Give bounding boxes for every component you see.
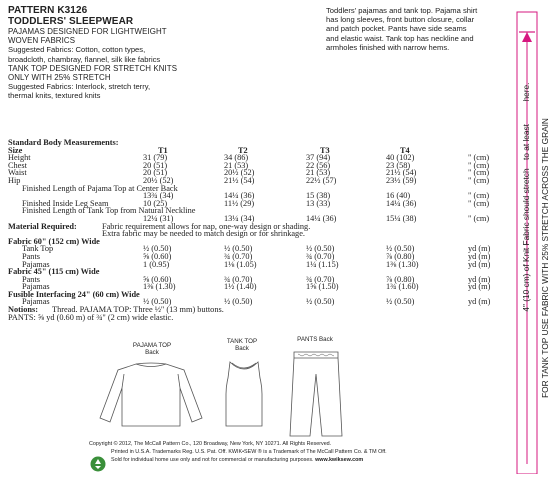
row-label: Finished Length of Pajama Top at Center Back xyxy=(22,183,178,193)
size-value-t2: ¾ (0.70) xyxy=(224,251,253,261)
fabric-width-heading xyxy=(8,238,498,246)
measurement-rows xyxy=(8,154,498,222)
size-value-t3: 15 (38) xyxy=(306,191,331,201)
header-line: broadcloth, chambray, flannel, silk like fabrics xyxy=(8,54,161,64)
trademark-text: Printed in U.S.A. Trademarks Reg. U.S. Pat. Off. KWIK•SEW ® is a Trademark of The McCall Pattern Co. & TM Off. xyxy=(111,449,387,456)
size-value-t2: ½ (0.50) xyxy=(224,297,253,307)
material-note-2: Extra fabric may be needed to match design or for shrinkage. xyxy=(102,229,305,239)
size-value-t4: 15¼ (38) xyxy=(386,213,417,223)
size-value-t1: 1⅜ (1.30) xyxy=(143,282,176,292)
size-value-t3: 14¼ (36) xyxy=(306,213,337,223)
pajama-top-label xyxy=(117,342,187,356)
material-note-1: Fabric requirement allows for nap, one-way design or shading. xyxy=(102,221,311,231)
row-unit: " (cm) xyxy=(468,191,490,201)
row-unit: yd (m) xyxy=(468,297,491,307)
stretch-gauge-here: here. xyxy=(521,82,531,102)
row-label: Tank Top xyxy=(22,244,54,254)
stretch-gauge-at-least: to at least xyxy=(521,124,531,160)
row-unit: yd (m) xyxy=(468,282,491,292)
header-line: thermal knits, textured knits xyxy=(8,91,101,101)
notions-heading: Notions: xyxy=(8,305,38,315)
header-line: Suggested Fabrics: Interlock, stretch terry, xyxy=(8,82,151,92)
row-label: Pants xyxy=(22,251,40,261)
size-value-t3: 22½ (57) xyxy=(306,175,337,185)
size-value-t3: ½ (0.50) xyxy=(306,297,335,307)
size-value-t1: 13¾ (34) xyxy=(143,191,174,201)
pattern-number: PATTERN K3126 xyxy=(8,5,88,16)
size-value-t4: 21½ (54) xyxy=(386,168,417,178)
row-unit: yd (m) xyxy=(468,244,491,254)
size-value-t1: 12¼ (31) xyxy=(143,213,174,223)
pattern-header xyxy=(8,6,308,101)
notions-row-2 xyxy=(8,314,498,322)
size-value-t4: 23 (58) xyxy=(386,160,411,170)
size-value-t4: 1⅜ (1.30) xyxy=(386,259,419,269)
size-value-t2: ½ (0.50) xyxy=(224,244,253,254)
size-value-t1: 20½ (52) xyxy=(143,175,174,185)
size-value-t4: 16 (40) xyxy=(386,191,411,201)
size-value-t4: ⅞ (0.80) xyxy=(386,274,415,284)
usage-text: Sold for individual home use only and not for commercial or manufacturing purposes. xyxy=(111,457,314,464)
size-t2: T2 xyxy=(238,145,248,155)
size-value-t1: 10 (25) xyxy=(143,198,168,208)
measurement-chart xyxy=(8,139,498,321)
size-value-t4: ⅞ (0.80) xyxy=(386,251,415,261)
measurements-heading-row xyxy=(8,139,498,147)
tank-top-label xyxy=(212,338,272,352)
header-line: PAJAMAS DESIGNED FOR LIGHTWEIGHT xyxy=(8,27,167,36)
garment-description xyxy=(326,6,488,52)
size-value-t4: ½ (0.50) xyxy=(386,297,415,307)
size-label: Size xyxy=(8,145,23,155)
measurements-heading: Standard Body Measurements: xyxy=(8,138,119,147)
size-value-t4: 23½ (59) xyxy=(386,175,417,185)
row-unit: " (cm) xyxy=(468,213,490,223)
description-line: and patch pocket. Pants have side seams xyxy=(326,24,467,34)
size-value-t1: 31 (79) xyxy=(143,153,168,163)
header-line: ONLY WITH 25% STRETCH xyxy=(8,73,111,83)
copyright-text: Copyright © 2012, The McCall Pattern Co., 120 Broadway, New York, NY 10271. All Rights Reserved. xyxy=(89,441,332,447)
fabric-suggestions xyxy=(8,27,308,101)
size-value-t3: ¾ (0.70) xyxy=(306,251,335,261)
size-value-t2: 1½ (1.40) xyxy=(224,282,257,292)
row-unit: yd (m) xyxy=(468,259,491,269)
size-value-t2: 11½ (29) xyxy=(224,198,255,208)
pattern-title: TODDLERS' SLEEPWEAR xyxy=(8,15,134,27)
size-value-t3: 1¼ (1.15) xyxy=(306,259,339,269)
measurement-row xyxy=(8,154,498,162)
row-label: Chest xyxy=(8,160,27,170)
header-line: WOVEN FABRICS xyxy=(8,36,76,46)
size-header-row xyxy=(8,147,498,155)
header-line: TANK TOP DESIGNED FOR STRETCH KNITS xyxy=(8,63,178,73)
tank-top-sketch xyxy=(222,360,266,430)
size-value-t1: ½ (0.50) xyxy=(143,297,172,307)
row-unit: " (cm) xyxy=(468,160,490,170)
notions-line-2: PANTS: ⅝ yd (0.60 m) of ¾" (2 cm) wide elastic. xyxy=(8,312,174,322)
tank-top-label-line1: TANK TOP xyxy=(226,338,258,345)
row-label: Pajamas xyxy=(22,259,50,269)
row-unit: " (cm) xyxy=(468,153,490,163)
size-value-t2: 21 (53) xyxy=(224,160,249,170)
size-value-t4: 40 (102) xyxy=(386,153,415,163)
size-t4: T4 xyxy=(400,145,410,155)
row-label: Finished Length of Tank Top from Natural Neckline xyxy=(22,206,196,216)
size-value-t4: ½ (0.50) xyxy=(386,244,415,254)
size-value-t3: ½ (0.50) xyxy=(306,244,335,254)
pajama-top-label-line1: PAJAMA TOP xyxy=(132,342,172,349)
size-value-t3: 22 (56) xyxy=(306,160,331,170)
fabric-width-label: Fabric 60" (152 cm) Wide xyxy=(8,236,100,246)
size-value-t2: 34 (86) xyxy=(224,153,249,163)
fabric-width-heading xyxy=(8,291,498,299)
size-value-t2: 14¼ (36) xyxy=(224,191,255,201)
footer xyxy=(89,440,499,465)
size-value-t3: 37 (94) xyxy=(306,153,331,163)
fabric-width-heading xyxy=(8,268,498,276)
size-value-t1: 20 (51) xyxy=(143,160,168,170)
description-line: and elastic waist. Tank top has neckline and xyxy=(326,33,474,43)
row-unit: " (cm) xyxy=(468,198,490,208)
usage-line xyxy=(89,456,499,464)
arrow-up-icon xyxy=(522,32,532,42)
row-unit: " (cm) xyxy=(468,168,490,178)
row-label: Pajamas xyxy=(22,282,50,292)
description-line: armholes finished with narrow hems. xyxy=(326,42,450,52)
size-value-t3: 21 (53) xyxy=(306,168,331,178)
row-unit: yd (m) xyxy=(468,251,491,261)
fabric-width-label: Fusible Interfacing 24" (60 cm) Wide xyxy=(8,289,140,299)
size-t1: T1 xyxy=(158,145,168,155)
row-label: Height xyxy=(8,153,31,163)
size-value-t1: 1 (0.95) xyxy=(143,259,170,269)
pants-label: PANTS Back xyxy=(297,336,333,343)
website-link[interactable]: www.kwiksew.com xyxy=(315,457,364,464)
row-label: Hip xyxy=(8,175,21,185)
material-heading: Material Required: xyxy=(8,221,77,231)
size-value-t1: ½ (0.50) xyxy=(143,244,172,254)
row-label: Pajamas xyxy=(22,297,50,307)
row-label: Finished Inside Leg Seam xyxy=(22,198,109,208)
size-value-t1: ⅝ (0.60) xyxy=(143,251,172,261)
description-line: Toddlers' pajamas and tank top. Pajama shirt xyxy=(326,6,478,15)
yardage-row xyxy=(8,245,498,253)
row-unit: " (cm) xyxy=(468,175,490,185)
fabric-width-label: Fabric 45" (115 cm) Wide xyxy=(8,267,100,277)
size-value-t2: 20½ (52) xyxy=(224,168,255,178)
description-line: has long sleeves, front button closure, collar xyxy=(326,15,475,25)
size-value-t4: 14¼ (36) xyxy=(386,198,417,208)
pajama-top-sketch xyxy=(96,360,206,430)
stretch-gauge-text: 4" (10 cm) of Knit Fabric should stretch xyxy=(521,168,531,312)
size-value-t2: ¾ (0.70) xyxy=(224,274,253,284)
size-value-t2: 21½ (54) xyxy=(224,175,255,185)
size-value-t3: 13 (33) xyxy=(306,198,331,208)
notions-line-1: Thread. PAJAMA TOP: Three ½" (13 mm) buttons. xyxy=(52,305,224,315)
size-value-t2: 1⅛ (1.05) xyxy=(224,259,257,269)
stretch-gauge-side-text: FOR TANK TOP USE FABRIC WITH 25% STRETCH ACROSS THE GRAIN xyxy=(540,118,550,398)
pants-sketch xyxy=(286,350,346,438)
row-label: Pants xyxy=(22,274,40,284)
header-line: Suggested Fabrics: Cotton, cotton types, xyxy=(8,45,146,55)
size-value-t3: 1⅝ (1.50) xyxy=(306,282,339,292)
size-value-t1: 20 (51) xyxy=(143,168,168,178)
size-value-t1: ⅝ (0.60) xyxy=(143,274,172,284)
size-value-t3: ¾ (0.70) xyxy=(306,274,335,284)
yardage-rows xyxy=(8,238,498,306)
size-value-t2: 13¼ (34) xyxy=(224,213,255,223)
row-label: Waist xyxy=(8,168,27,178)
tank-top-label-line2: Back xyxy=(235,345,249,352)
size-t3: T3 xyxy=(320,145,330,155)
size-value-t4: 1¾ (1.60) xyxy=(386,282,419,292)
stretch-gauge xyxy=(501,2,551,474)
row-unit: yd (m) xyxy=(468,274,491,284)
pajama-top-label-line2: Back xyxy=(145,349,159,356)
